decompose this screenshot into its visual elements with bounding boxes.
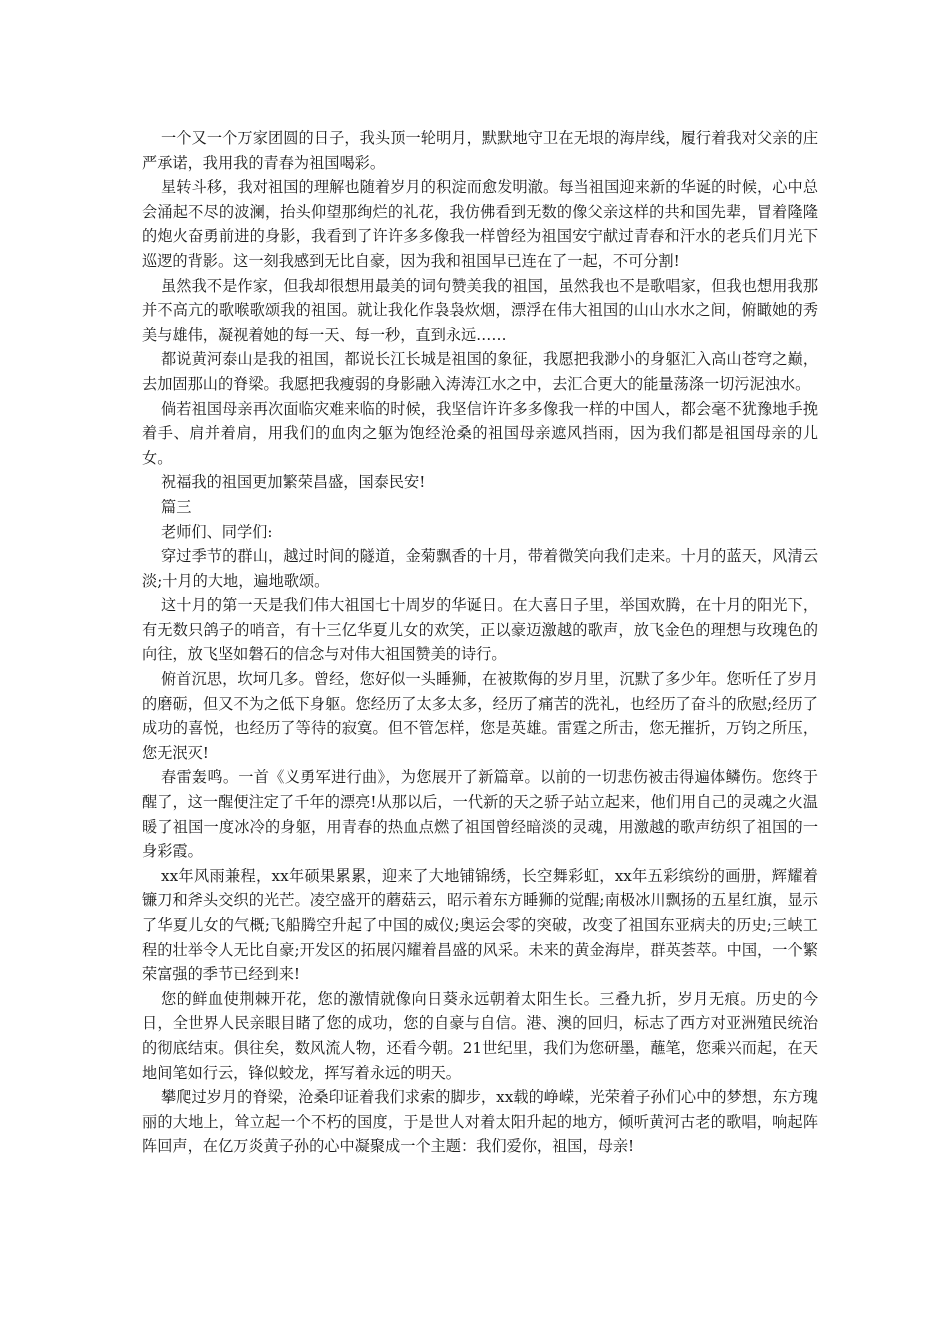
paragraph: 一个又一个万家团圆的日子，我头顶一轮明月，默默地守卫在无垠的海岸线，履行着我对父亲的庄严承诺，我用我的青春为祖国喝彩。: [142, 129, 818, 172]
paragraph: 星转斗移，我对祖国的理解也随着岁月的积淀而愈发明澈。每当祖国迎来新的华诞的时候，心中总会涌起不尽的波澜，抬头仰望那绚烂的礼花，我仿佛看到无数的像父亲这样的共和国先辈，冒着隆隆的炮火奋勇前进的身影，我看到了许许多多像我一样曾经为祖国安宁献过青春和汗水的老兵们月光下巡逻的背影。这一刻我感到无比自豪，因为我和祖国早已连在了一起，不可分割!: [142, 178, 818, 270]
paragraph: 攀爬过岁月的脊梁，沧桑印证着我们求索的脚步，xx载的峥嵘，光荣着子孙们心中的梦想，东方瑰丽的大地上，耸立起一个不朽的国度，于是世人对着太阳升起的地方，倾听黄河古老的歌唱，响起阵阵回声，在亿万炎黄子孙的心中凝聚成一个主题：我们爱你，祖国，母亲!: [142, 1088, 818, 1156]
paragraph: 这十月的第一天是我们伟大祖国七十周岁的华诞日。在大喜日子里，举国欢腾，在十月的阳光下，有无数只鸽子的哨音，有十三亿华夏儿女的欢笑，正以豪迈激越的歌声，放飞金色的理想与玫瑰色的向往，放飞坚如磐石的信念与对伟大祖国赞美的诗行。: [142, 596, 818, 664]
paragraph: 您的鲜血使荆棘开花，您的激情就像向日葵永远朝着太阳生长。三叠九折，岁月无痕。历史的今日，全世界人民亲眼目睹了您的成功，您的自豪与自信。港、澳的回归，标志了西方对亚洲殖民统治的彻底结束。俱往矣，数风流人物，还看今朝。21世纪里，我们为您研墨，蘸笔，您乘兴而起，在天地间笔如行云，锋似蛟龙，挥写着永远的明天。: [142, 989, 818, 1082]
salutation: 老师们、同学们:: [161, 522, 273, 541]
paragraph: 虽然我不是作家，但我却很想用最美的词句赞美我的祖国，虽然我也不是歌唱家，但我也想用我那并不高亢的歌喉歌颂我的祖国。就让我化作袅袅炊烟，漂浮在伟大祖国的山山水水之间，俯瞰她的秀美与雄伟，凝视着她的每一天、每一秒，直到永远……: [142, 276, 818, 344]
paragraph: 俯首沉思，坎坷几多。曾经，您好似一头睡狮，在被欺侮的岁月里，沉默了多少年。您听任了岁月的磨砺，但又不为之低下身躯。您经历了太多太多，经历了痛苦的洗礼，也经历了奋斗的欣慰;经历了成功的喜悦，也经历了等待的寂寞。但不管怎样，您是英雄。雷霆之所击，您无摧折，万钧之所压，您无泯灭!: [142, 670, 818, 762]
paragraph: 倘若祖国母亲再次面临灾难来临的时候，我坚信许许多多像我一样的中国人，都会毫不犹豫地手挽着手、肩并着肩，用我们的血肉之躯为饱经沧桑的祖国母亲遮风挡雨，因为我们都是祖国母亲的儿女。: [142, 399, 818, 467]
document-body: [142, 126, 818, 1159]
paragraph: 祝福我的祖国更加繁荣昌盛，国泰民安!: [161, 473, 426, 492]
paragraph: 春雷轰鸣。一首《义勇军进行曲》，为您展开了新篇章。以前的一切悲伤被击得遍体鳞伤。您终于醒了，这一醒便注定了千年的漂亮!从那以后，一代新的天之骄子站立起来，他们用自己的灵魂之火温暖了祖国一度冰冷的身躯，用青春的热血点燃了祖国曾经暗淡的灵魂，用激越的歌声纺织了祖国的一身彩霞。: [142, 768, 818, 861]
paragraph: 穿过季节的群山，越过时间的隧道，金菊飘香的十月，带着微笑向我们走来。十月的蓝天，风清云淡;十月的大地，遍地歌颂。: [142, 547, 818, 590]
paragraph: xx年风雨兼程，xx年硕果累累，迎来了大地铺锦绣，长空舞彩虹，xx年五彩缤纷的画册，辉耀着镰刀和斧头交织的光芒。凌空盛开的蘑菇云，昭示着东方睡狮的觉醒;南极冰川飘扬的五星红旗，显示了华夏儿女的气概;飞船腾空升起了中国的威仪;奥运会零的突破，改变了祖国东亚病夫的历史;三峡工程的壮举令人无比自豪;开发区的拓展闪耀着昌盛的风采。未来的黄金海岸，群英荟萃。中国，一个繁荣富强的季节已经到来!: [142, 866, 818, 984]
paragraph: 都说黄河泰山是我的祖国，都说长江长城是祖国的象征，我愿把我渺小的身躯汇入高山苍穹之巅，去加固那山的脊梁。我愿把我瘦弱的身影融入涛涛江水之中，去汇合更大的能量荡涤一切污泥浊水。: [142, 350, 818, 393]
section-title: 篇三: [161, 497, 192, 516]
